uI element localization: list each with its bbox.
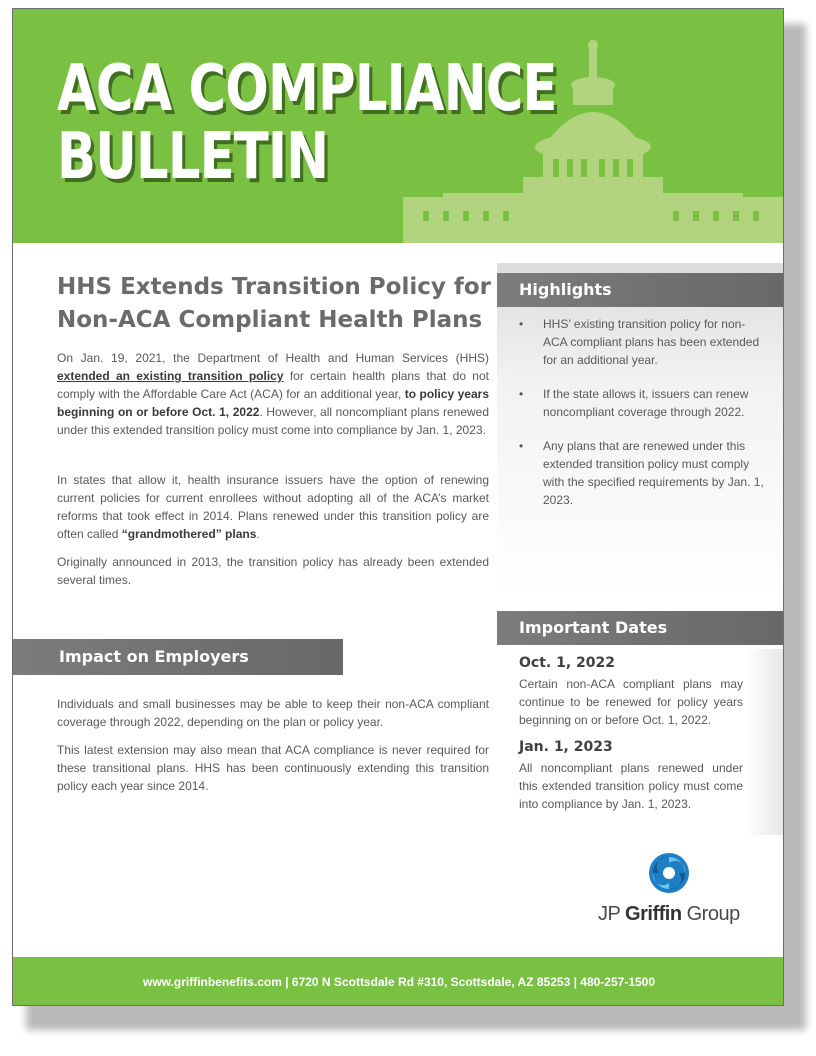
article-paragraph-1 xyxy=(57,349,489,439)
p1-text-b: for certain health plans that do not comply with the Affordable Care Act (ACA) for an additional year, xyxy=(57,369,489,401)
bullet-icon: • xyxy=(519,317,524,331)
important-dates-heading: Important Dates xyxy=(519,618,668,637)
list-item: • Any plans that are renewed under this extended transition policy must comply with the specified requirements by Jan. 1, 2023. xyxy=(519,439,764,507)
p2-text-a: In states that allow it, health insurance issuers have the option of renewing current policies for current enrollees without adopting all of the ACA’s market reforms that took effect in 2014. Plans renewed under this transition policy are often called xyxy=(57,473,489,541)
highlights-heading: Highlights xyxy=(519,280,612,299)
p2-text-b: . xyxy=(256,527,260,541)
bullet-icon: • xyxy=(519,439,524,453)
company-logo-text: JP Griffin Group xyxy=(598,903,740,925)
p2-bold: “grandmothered” plans xyxy=(121,527,257,541)
footer-contact-text[interactable]: www.griffinbenefits.com | 6720 N Scottsdale Rd #310, Scottsdale, AZ 85253 | 480-257-1500 xyxy=(142,975,656,989)
footer-contact-bar xyxy=(13,957,784,1006)
bullet-icon: • xyxy=(519,387,524,401)
article-paragraph-3: Originally announced in 2013, the transition policy has already been extended several times. xyxy=(57,555,489,587)
blue-swirl-logo-icon xyxy=(647,851,691,895)
header-banner xyxy=(13,9,784,243)
impact-paragraph-2: This latest extension may also mean that ACA compliance is never required for these transitional plans. HHS has been continuously extending this transition policy each year since 2014. xyxy=(57,743,489,793)
headline-line1: HHS Extends Transition Policy for xyxy=(57,274,491,300)
list-item: • If the state allows it, issuers can renew noncompliant coverage through 2022. xyxy=(519,387,749,419)
headline-line2: Non-ACA Compliant Health Plans xyxy=(57,307,483,333)
bulletin-title-line2: BULLETIN xyxy=(57,120,329,194)
date-text-1: Certain non-ACA compliant plans may continue to be renewed for policy years beginning on or before Oct. 1, 2022. xyxy=(519,677,743,727)
highlights-list xyxy=(519,315,769,525)
bulletin-title xyxy=(57,52,557,194)
impact-section-header xyxy=(13,639,343,675)
impact-heading: Impact on Employers xyxy=(59,647,249,666)
bulletin-title-line1: ACA COMPLIANCE xyxy=(57,52,557,126)
important-dates-header xyxy=(497,611,784,645)
list-item: • HHS’ existing transition policy for non-ACA compliant plans has been extended for an additional year. xyxy=(519,317,760,367)
date-heading-1: Oct. 1, 2022 xyxy=(519,655,615,671)
p1-text-c: . However, all noncompliant plans renewed under this extended transition policy must come into compliance by Jan. 1, 2023. xyxy=(57,405,490,437)
highlights-header xyxy=(497,273,784,307)
transition-policy-link[interactable]: extended an existing transition policy xyxy=(57,369,284,383)
article-paragraph-2 xyxy=(57,471,489,543)
date-text-2: All noncompliant plans renewed under this extended transition policy must come into compliance by Jan. 1, 2023. xyxy=(519,761,743,811)
p1-text-a: On Jan. 19, 2021, the Department of Health and Human Services (HHS) xyxy=(57,351,489,365)
bulletin-page xyxy=(12,8,784,1006)
impact-paragraph-1: Individuals and small businesses may be able to keep their non-ACA compliant coverage through 2022, depending on the plan or policy year. xyxy=(57,697,489,729)
p1-bold: to policy years beginning on or before Oct. 1, 2022 xyxy=(57,387,489,419)
article-headline xyxy=(57,271,497,337)
date-heading-2: Jan. 1, 2023 xyxy=(519,739,613,755)
